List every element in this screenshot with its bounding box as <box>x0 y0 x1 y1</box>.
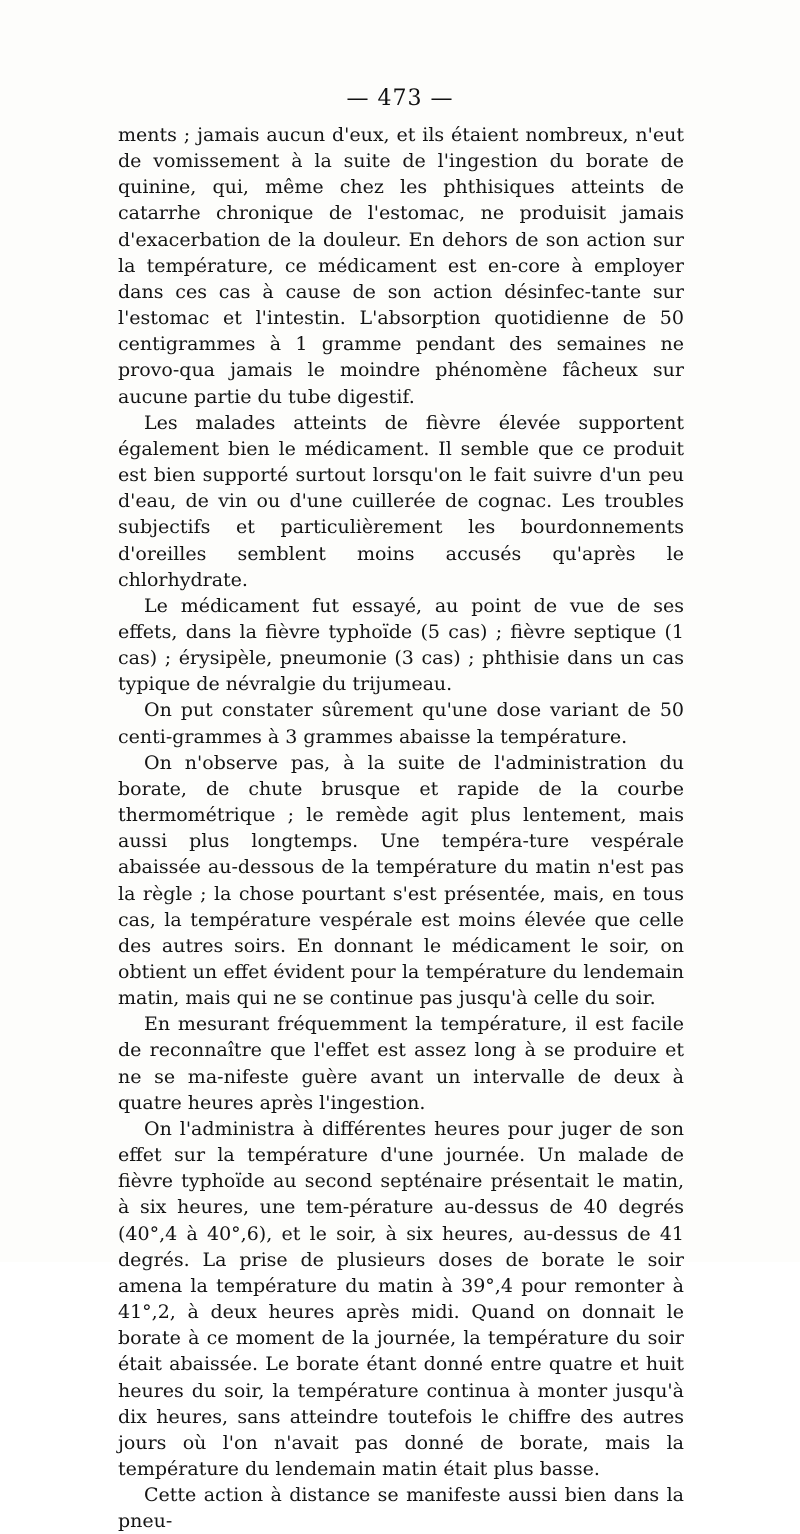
paragraph-1: ments ; jamais aucun d'eux, et ils étaient nombreux, n'eut de vomissement à la suite de l'ingestion du borate de quinine, qui, même chez les phthisiques atteints de catarrhe chronique de l'estomac, ne produisit jamais d'exacerbation de la douleur. En dehors de son action sur la température, ce médicament est en-core à employer dans ces cas à cause de son action désinfec-tante sur l'estomac et l'intestin. L'absorption quotidienne de 50 centigrammes à 1 gramme pendant des semaines ne provo-qua jamais le moindre phénomène fâcheux sur aucune partie du tube digestif. <box>118 124 684 408</box>
paragraph-8: Cette action à distance se manifeste aussi bien dans la pneu- <box>118 1484 684 1533</box>
paragraph-2: Les malades atteints de fièvre élevée supportent également bien le médicament. Il semble que ce produit est bien supporté surtout lorsqu'on le fait suivre d'un peu d'eau, de vin ou d'une cuillerée de cognac. Les troubles subjectifs et particulièrement les bourdonnements d'oreilles semblent moins accusés qu'après le chlorhydrate. <box>118 411 684 591</box>
paragraph-7: On l'administra à différentes heures pour juger de son effet sur la température d'une journée. Un malade de fièvre typhoïde au second septénaire présentait le matin, à six heures, une tem-pérature au-dessus de 40 degrés (40°,4 à 40°,6), et le soir, à six heures, au-dessus de 41 degrés. La prise de plusieurs doses de borate le soir amena la température du matin à 39°,4 pour remonter à 41°,2, à deux heures après midi. Quand on donnait le borate à ce moment de la journée, la température du soir était abaissée. Le borate étant donné entre quatre et huit heures du soir, la température continua à monter jusqu'à dix heures, sans atteindre toutefois le chiffre des autres jours où l'on n'avait pas donné de borate, mais la température du lendemain matin était plus basse. <box>118 1117 684 1480</box>
body-text <box>118 122 684 1534</box>
paragraph-6: En mesurant fréquemment la température, il est facile de reconnaître que l'effet est assez long à se produire et ne se ma-nifeste guère avant un intervalle de deux à quatre heures après l'ingestion. <box>118 1013 684 1114</box>
paragraph-3: Le médicament fut essayé, au point de vue de ses effets, dans la fièvre typhoïde (5 cas) ; fièvre septique (1 cas) ; érysipèle, pneumonie (3 cas) ; phthisie dans un cas typique de névralgie du trijumeau. <box>118 594 684 696</box>
page-number: — 473 — <box>346 86 454 111</box>
paragraph-4: On put constater sûrement qu'une dose variant de 50 centi-grammes à 3 grammes abaisse la température. <box>118 699 684 748</box>
paragraph-5: On n'observe pas, à la suite de l'administration du borate, de chute brusque et rapide de la courbe thermométrique ; le remède agit plus lentement, mais aussi plus longtemps. Une tempéra-ture vespérale abaissée au-dessous de la température du matin n'est pas la règle ; la chose pourtant s'est présentée, mais, en tous cas, la température vespérale est moins élevée que celle des autres soirs. En donnant le médicament le soir, on obtient un effet évident pour la température du lendemain matin, mais qui ne se continue pas jusqu'à celle du soir. <box>118 751 684 1010</box>
